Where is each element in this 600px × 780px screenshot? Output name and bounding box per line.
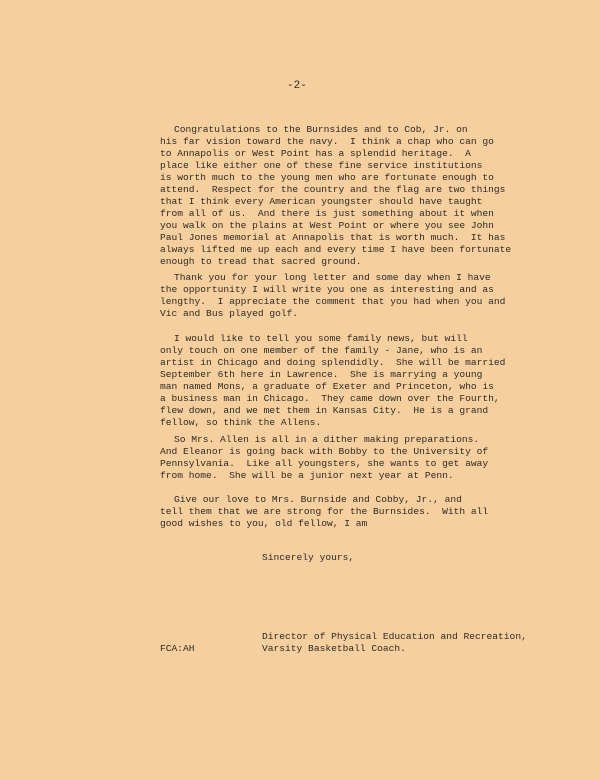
paragraph-line: only touch on one member of the family - Jane, who is an xyxy=(160,345,483,356)
paragraph-1 xyxy=(160,124,520,268)
paragraph-line: lengthy. I appreciate the comment that you had when you and xyxy=(160,296,506,307)
paragraph-line: tell them that we are strong for the Burnsides. With all xyxy=(160,506,489,517)
paragraph-line: I would like to tell you some family news, but will xyxy=(174,333,468,344)
paragraph-line: September 6th here in Lawrence. She is marrying a young xyxy=(160,369,483,380)
paragraph-line: you walk on the plains at West Point or where you see John xyxy=(160,220,494,231)
typist-initials: FCA:AH xyxy=(160,643,195,654)
paragraph-line: always lifted me up each and every time I have been fortunate xyxy=(160,244,512,255)
paragraph-line: place like either one of these fine service institutions xyxy=(160,160,483,171)
closing: Sincerely yours, xyxy=(262,552,355,563)
paragraph-line: Give our love to Mrs. Burnside and Cobby, Jr., and xyxy=(174,494,462,505)
paragraph-line: is worth much to the young men who are fortunate enough to xyxy=(160,172,494,183)
paragraph-line: a business man in Chicago. They came down over the Fourth, xyxy=(160,393,500,404)
paragraph-line: Pennsylvania. Like all youngsters, she wants to get away xyxy=(160,458,489,469)
signature-block xyxy=(262,631,527,655)
paragraph-line: to Annapolis or West Point has a splendid heritage. A xyxy=(160,148,471,159)
paragraph-2 xyxy=(160,272,520,320)
paragraph-line: So Mrs. Allen is all in a dither making preparations. xyxy=(174,434,480,445)
signature-title-line: Varsity Basketball Coach. xyxy=(262,643,406,654)
paragraph-line: his far vision toward the navy. I think a chap who can go xyxy=(160,136,494,147)
paragraph-line: from all of us. And there is just something about it when xyxy=(160,208,494,219)
paragraph-line: Thank you for your long letter and some day when I have xyxy=(174,272,491,283)
paragraph-line: the opportunity I will write you one as interesting and as xyxy=(160,284,494,295)
paragraph-line: And Eleanor is going back with Bobby to the University of xyxy=(160,446,489,457)
paragraph-line: Congratulations to the Burnsides and to Cob, Jr. on xyxy=(174,124,468,135)
paragraph-line: from home. She will be a junior next year at Penn. xyxy=(160,470,454,481)
paragraph-5 xyxy=(160,494,520,530)
paragraph-line: enough to tread that sacred ground. xyxy=(160,256,362,267)
paragraph-line: Paul Jones memorial at Annapolis that is worth much. It has xyxy=(160,232,506,243)
paragraph-line: attend. Respect for the country and the flag are two things xyxy=(160,184,506,195)
paragraph-line: artist in Chicago and doing splendidly. She will be married xyxy=(160,357,506,368)
paragraph-line: good wishes to you, old fellow, I am xyxy=(160,518,368,529)
page-number: -2- xyxy=(287,80,307,92)
paragraph-line: flew down, and we met them in Kansas City. He is a grand xyxy=(160,405,489,416)
paragraph-line: that I think every American youngster should have taught xyxy=(160,196,483,207)
paragraph-4 xyxy=(160,434,520,482)
paragraph-line: man named Mons, a graduate of Exeter and Princeton, who is xyxy=(160,381,494,392)
paragraph-line: Vic and Bus played golf. xyxy=(160,308,299,319)
paragraph-line: fellow, so think the Allens. xyxy=(160,417,322,428)
signature-title-line: Director of Physical Education and Recreation, xyxy=(262,631,527,642)
paragraph-3 xyxy=(160,333,520,429)
